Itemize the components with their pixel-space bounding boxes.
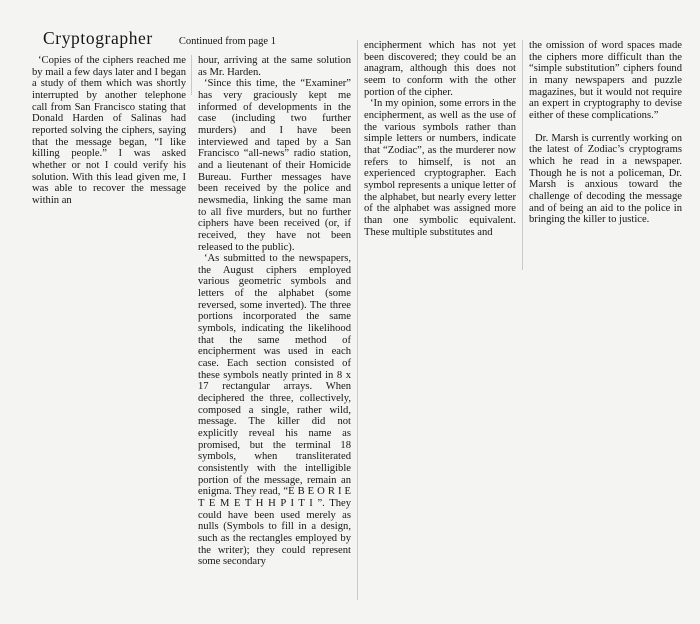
article-header bbox=[43, 28, 276, 50]
text-column-2 bbox=[198, 55, 351, 568]
column-rule bbox=[357, 40, 358, 600]
column-rule bbox=[522, 40, 523, 270]
paragraph: ‘As submitted to the newspapers, the August ciphers employed various geometric symbols and letters of the alphabet (some reversed, some inverted). The three portions incorporated the same symbols, indicating the likelihood that the same method of encipherment was used in each case. Each section consisted of these symbols neatly printed in 8 x 17 rectangular arrays. When deciphered the three, collectively, composed a single, rather wild, message. The killer did not explicitly reveal his name as promised, but the terminal 18 symbols, when transliterated consistently with the intelligible portion of the message, remain an enigma. They read, “E B E O R I E T E M E T H H P I T I ”. They could have been used merely as nulls (Symbols to fill in a design, such as the rectangles employed by the writer); they could represent some secondary bbox=[198, 253, 351, 568]
paragraph: ‘In my opinion, some errors in the encipherment, as well as the use of the various symbols rather than simple letters or numbers, indicate that “Zodiac”, as the murderer now refers to himself, is not an experienced cryptographer. Each symbol represents a unique letter of the alphabet, but nearly every letter of the alphabet was assigned more than one symbolic equivalent. These multiple substitutes and bbox=[364, 98, 516, 238]
paragraph: the omission of word spaces made the ciphers more difficult than the “simple substitution” ciphers found in many newspapers and puzzle magazines, but it would not require an expert in cryptography to devise either of these complications.” bbox=[529, 40, 682, 121]
text-column-4 bbox=[529, 40, 682, 226]
paragraph: encipherment which has not yet been discovered; they could be an anagram, although this does not seem to conform with the other portion of the cipher. bbox=[364, 40, 516, 98]
paragraph: ‘Since this time, the “Examiner” has very graciously kept me informed of developments in the case (including two further murders) and I have been interviewed and taped by a San Francisco “all-news” radio station, and a lieutenant of their Homicide Bureau. Further messages have been received by the police and newsmedia, linking the same man to all five murders, but no further ciphers have been received (or, if received, they have not been released to the public). bbox=[198, 78, 351, 253]
headline: Cryptographer bbox=[43, 28, 153, 48]
column-rule bbox=[191, 55, 192, 95]
paragraph: ‘Copies of the ciphers reached me by mail a few days later and I began a study of them which was shortly interrupted by another telephone call from San Francisco stating that Donald Harden of Salinas had reported solving the ciphers, saying that the message began, “I like killing people.” I was asked whether or not I could verify his solution. With this lead given me, I was able to recover the message within an bbox=[32, 55, 186, 206]
paragraph: Dr. Marsh is currently working on the latest of Zodiac’s cryptograms which he read in a newspaper. Though he is not a policeman, Dr. Marsh is anxious toward the challenge of decoding the message and of being an aid to the police in bringing the killer to justice. bbox=[529, 132, 682, 226]
text-column-1 bbox=[32, 55, 186, 207]
continued-note: Continued from page 1 bbox=[178, 36, 276, 47]
paragraph: hour, arriving at the same solution as Mr. Harden. bbox=[198, 55, 351, 78]
text-column-3 bbox=[364, 40, 516, 238]
